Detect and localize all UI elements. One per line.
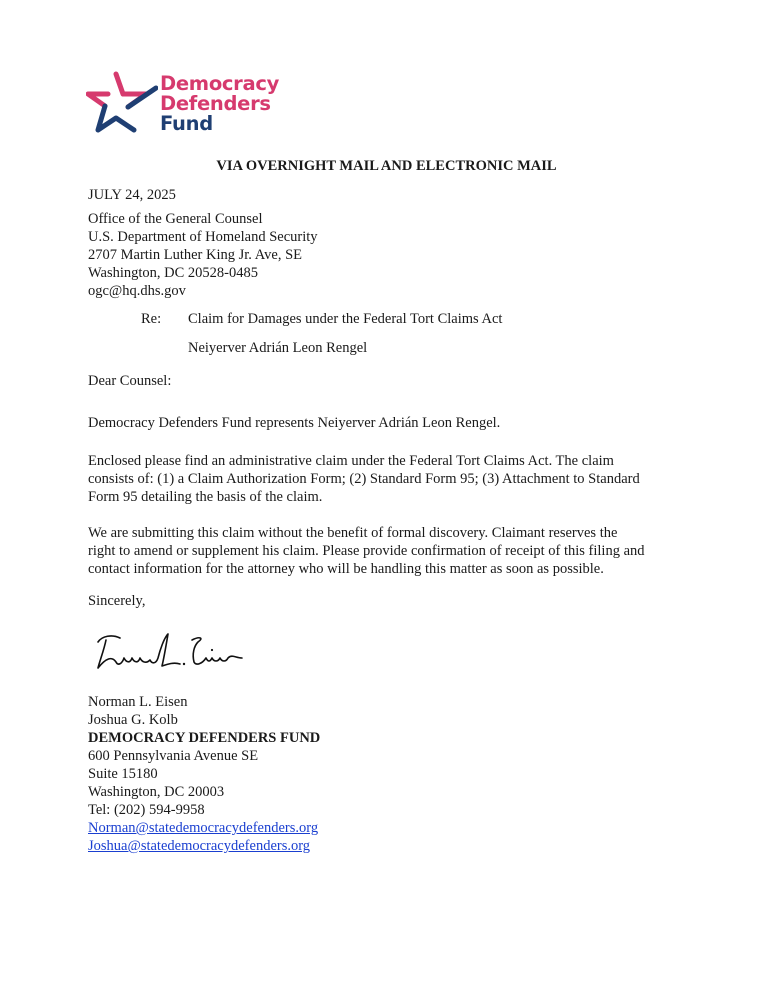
logo-line-2: Defenders	[160, 92, 271, 115]
signer-name-1: Norman L. Eisen	[88, 694, 188, 710]
closing: Sincerely,	[88, 593, 146, 609]
organization-logo	[86, 70, 306, 136]
delivery-heading: VIA OVERNIGHT MAIL AND ELECTRONIC MAIL	[216, 158, 557, 174]
signer-suite: Suite 15180	[88, 766, 158, 782]
signer-email-link-1[interactable]: Norman@statedemocracydefenders.org	[88, 820, 319, 836]
paragraph-line: right to amend or supplement his claim. Please provide confirmation of receipt of this filing and	[88, 543, 645, 559]
signer-organization: DEMOCRACY DEFENDERS FUND	[88, 730, 321, 746]
recipient-office: Office of the General Counsel	[88, 211, 263, 227]
logo-line-1: Democracy	[160, 72, 280, 95]
signer-city: Washington, DC 20003	[88, 784, 225, 800]
paragraph-line: Form 95 detailing the basis of the claim.	[88, 489, 323, 505]
re-label: Re:	[141, 311, 162, 327]
letter-date: JULY 24, 2025	[88, 187, 176, 203]
salutation: Dear Counsel:	[88, 373, 172, 389]
recipient-street: 2707 Martin Luther King Jr. Ave, SE	[88, 247, 302, 263]
logo-line-3: Fund	[160, 112, 213, 135]
handwritten-signature	[92, 628, 252, 676]
paragraph-reservation	[88, 524, 688, 578]
recipient-department: U.S. Department of Homeland Security	[88, 229, 318, 245]
signer-name-2: Joshua G. Kolb	[88, 712, 178, 728]
star-logo-icon	[86, 70, 158, 136]
paragraph-enclosure	[88, 452, 688, 506]
re-claimant-name: Neiyerver Adrián Leon Rengel	[188, 340, 368, 356]
signer-street: 600 Pennsylvania Avenue SE	[88, 748, 259, 764]
paragraph-line: contact information for the attorney who will be handling this matter as soon as possible.	[88, 561, 604, 577]
recipient-address	[88, 210, 688, 300]
recipient-city: Washington, DC 20528-0485	[88, 265, 259, 281]
paragraph-representation: Democracy Defenders Fund represents Neiyerver Adrián Leon Rengel.	[88, 415, 501, 431]
paragraph-line: Enclosed please find an administrative claim under the Federal Tort Claims Act. The claim	[88, 453, 614, 469]
logo-wordmark	[160, 74, 279, 134]
paragraph-line: consists of: (1) a Claim Authorization Form; (2) Standard Form 95; (3) Attachment to Standard	[88, 471, 640, 487]
recipient-email: ogc@hq.dhs.gov	[88, 283, 186, 299]
signature-block	[88, 693, 688, 855]
re-subject: Claim for Damages under the Federal Tort Claims Act	[188, 311, 503, 327]
signer-email-link-2[interactable]: Joshua@statedemocracydefenders.org	[88, 838, 311, 854]
signer-telephone: Tel: (202) 594-9958	[88, 802, 205, 818]
paragraph-line: We are submitting this claim without the benefit of formal discovery. Claimant reserves the	[88, 525, 618, 541]
